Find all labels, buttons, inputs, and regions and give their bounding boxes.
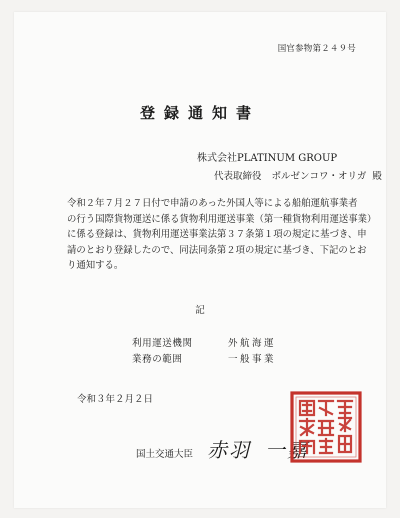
recipient-line [214, 168, 382, 182]
issuer-surname: 赤羽 [207, 438, 251, 462]
recipient-name: ボルゼンコワ・オリガ [271, 171, 367, 182]
ki-heading: 記 [195, 305, 205, 316]
recipient-position: 代表取締役 [214, 171, 262, 182]
seal-glyphs [300, 401, 352, 453]
item-value: 一般事業 [228, 354, 277, 365]
item-transport-mode [132, 335, 277, 349]
recipient-honorific: 殿 [372, 171, 382, 182]
item-value: 外航海運 [228, 338, 277, 349]
body-line: 請のとおり登録したので、同法同条第２項の規定に基づき、下記のとお [67, 244, 367, 256]
issuer-given-name: 一嘉 [265, 438, 309, 462]
body-line: の行う国際貨物運送に係る貨物利用運送事業（第一種貨物利用運送事業） [67, 213, 377, 225]
item-business-scope [132, 351, 277, 365]
body-line: に係る登録は、貨物利用運送事業法第３７条第１項の規定に基づき、申 [67, 229, 367, 240]
issue-date: 令和３年２月２日 [77, 394, 154, 405]
recipient-company: 株式会社PLATINUM GROUP [197, 153, 338, 164]
reference-number: 国官参物第２４９号 [277, 44, 356, 54]
issuer-title: 国土交通大臣 [136, 449, 194, 460]
body-line: り通知する。 [67, 260, 124, 271]
item-label: 利用運送機関 [132, 338, 193, 349]
official-seal [290, 391, 362, 463]
notice-document [14, 12, 386, 508]
item-label: 業務の範囲 [132, 354, 183, 365]
document-title: 登録通知書 [139, 104, 260, 122]
notice-body [67, 196, 377, 274]
body-line: 令和２年７月２７日付で申請のあった外国人等による船舶運航事業者 [67, 198, 358, 209]
